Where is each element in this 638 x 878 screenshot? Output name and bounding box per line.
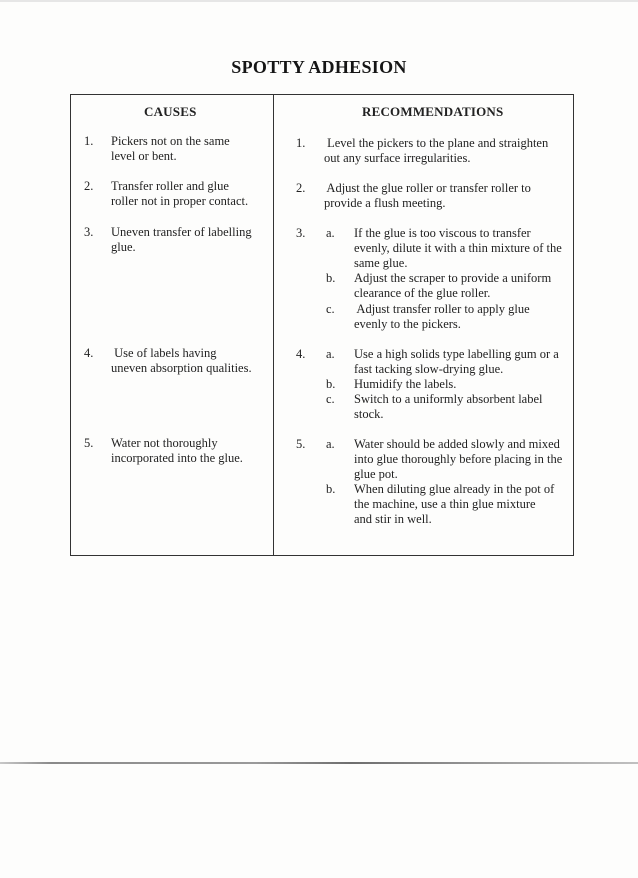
- recommendation-line: evenly, dilute it with a thin mixture of the: [354, 241, 562, 255]
- cause-line: level or bent.: [111, 149, 177, 163]
- cause-line: Transfer roller and glue: [111, 179, 229, 193]
- sub-letter: b.: [326, 271, 336, 285]
- cause-line: Uneven transfer of labelling: [111, 225, 252, 239]
- recommendation-line: glue pot.: [354, 467, 398, 481]
- causes-header: CAUSES: [144, 104, 197, 119]
- cause-line: glue.: [111, 240, 136, 254]
- cause-line: incorporated into the glue.: [111, 451, 243, 465]
- cause-line: roller not in proper contact.: [111, 194, 249, 208]
- recommendation-number: 4.: [296, 347, 306, 361]
- recommendation-line: Water should be added slowly and mixed: [354, 437, 560, 451]
- scan-edge-top: [0, 0, 638, 2]
- sub-letter: a.: [326, 437, 335, 451]
- recommendation-line: and stir in well.: [354, 512, 432, 526]
- cause-number: 4.: [84, 346, 94, 360]
- recommendation-line: same glue.: [354, 256, 408, 270]
- recommendation-line: evenly to the pickers.: [354, 317, 461, 331]
- sub-letter: b.: [326, 482, 336, 496]
- recommendation-line: into glue thoroughly before placing in the: [354, 452, 563, 466]
- recommendation-line: Adjust the glue roller or transfer roller to: [324, 181, 531, 195]
- recommendation-line: Switch to a uniformly absorbent label: [354, 392, 543, 406]
- recommendation-line: Adjust the scraper to provide a uniform: [354, 271, 552, 285]
- recommendation-line: provide a flush meeting.: [324, 196, 446, 210]
- cause-number: 5.: [84, 436, 94, 450]
- recommendation-line: fast tacking slow-drying glue.: [354, 362, 504, 376]
- sub-letter: b.: [326, 377, 336, 391]
- recommendation-line: clearance of the glue roller.: [354, 286, 491, 300]
- sub-letter: c.: [326, 302, 335, 316]
- column-divider: [273, 94, 274, 556]
- recommendation-line: out any surface irregularities.: [324, 151, 471, 165]
- recommendation-line: the machine, use a thin glue mixture: [354, 497, 536, 511]
- recommendation-line: stock.: [354, 407, 384, 421]
- sub-letter: a.: [326, 226, 335, 240]
- page-title: SPOTTY ADHESION: [231, 57, 407, 77]
- recommendation-line: When diluting glue already in the pot of: [354, 482, 555, 496]
- cause-number: 3.: [84, 225, 94, 239]
- sub-letter: a.: [326, 347, 335, 361]
- recommendation-line: If the glue is too viscous to transfer: [354, 226, 531, 240]
- recommendation-number: 2.: [296, 181, 306, 195]
- cause-line: Use of labels having: [111, 346, 217, 360]
- recommendation-line: Adjust transfer roller to apply glue: [354, 302, 530, 316]
- recommendation-line: Level the pickers to the plane and straighten: [324, 136, 549, 150]
- recommendation-number: 3.: [296, 226, 306, 240]
- cause-number: 2.: [84, 179, 94, 193]
- recommendation-line: Humidify the labels.: [354, 377, 457, 391]
- recommendation-number: 1.: [296, 136, 306, 150]
- cause-line: uneven absorption qualities.: [111, 361, 252, 375]
- cause-line: Pickers not on the same: [111, 134, 230, 148]
- sub-letter: c.: [326, 392, 335, 406]
- cause-line: Water not thoroughly: [111, 436, 218, 450]
- scan-edge-line: [0, 762, 638, 764]
- cause-number: 1.: [84, 134, 94, 148]
- recommendation-line: Use a high solids type labelling gum or a: [354, 347, 559, 361]
- recommendations-header: RECOMMENDATIONS: [362, 104, 504, 119]
- recommendation-number: 5.: [296, 437, 306, 451]
